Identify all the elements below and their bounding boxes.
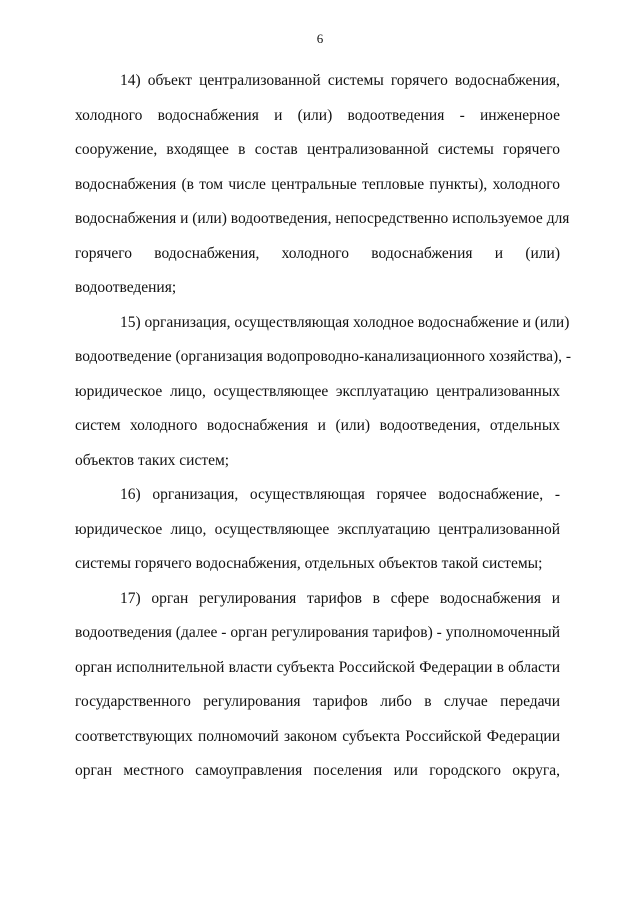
paragraph-line: юридическое лицо, осуществляющее эксплуатацию централизованных <box>75 382 560 400</box>
paragraph-line: систем холодного водоснабжения и (или) водоотведения, отдельных <box>75 417 560 434</box>
paragraph-line: орган исполнительной власти субъекта Российской Федерации в области <box>75 658 560 676</box>
paragraph-14 <box>75 64 570 306</box>
paragraph-line: системы горячего водоснабжения, отдельных объектов такой системы; <box>75 555 543 572</box>
paragraph-line: водоотведения; <box>75 279 177 296</box>
paragraph-16 <box>75 478 560 582</box>
paragraph-line: горячего водоснабжения, холодного водоснабжения и (или) <box>75 244 560 262</box>
paragraph-line: орган местного самоуправления поселения или городского округа, <box>75 762 560 779</box>
paragraph-line: 15) организация, осуществляющая холодное водоснабжение и (или) <box>120 313 570 331</box>
paragraph-line: 17) орган регулирования тарифов в сфере водоснабжения и <box>120 589 560 607</box>
document-body <box>75 64 572 789</box>
paragraph-line: водоснабжения (в том числе центральные тепловые пункты), холодного <box>75 175 560 193</box>
paragraph-line: водоснабжения и (или) водоотведения, непосредственно используемое для <box>75 210 570 227</box>
paragraph-line: соответствующих полномочий законом субъекта Российской Федерации <box>75 727 560 745</box>
paragraph-line: государственного регулирования тарифов либо в случае передачи <box>75 693 560 710</box>
paragraph-line: юридическое лицо, осуществляющее эксплуатацию централизованной <box>75 520 560 538</box>
paragraph-line: объектов таких систем; <box>75 451 230 469</box>
paragraph-line: 14) объект централизованной системы горячего водоснабжения, <box>120 72 560 89</box>
paragraph-line: холодного водоснабжения и (или) водоотведения - инженерное <box>75 106 560 124</box>
paragraph-line: водоотведения (далее - орган регулирования тарифов) - уполномоченный <box>75 624 560 641</box>
paragraph-line: водоотведение (организация водопроводно-канализационного хозяйства), - <box>75 348 572 365</box>
paragraph-line: сооружение, входящее в состав централизованной системы горячего <box>75 141 560 158</box>
paragraph-line: 16) организация, осуществляющая горячее водоснабжение, - <box>120 486 560 503</box>
page-number: 6 <box>316 31 324 46</box>
paragraph-17 <box>75 582 560 789</box>
paragraph-15 <box>75 306 572 479</box>
